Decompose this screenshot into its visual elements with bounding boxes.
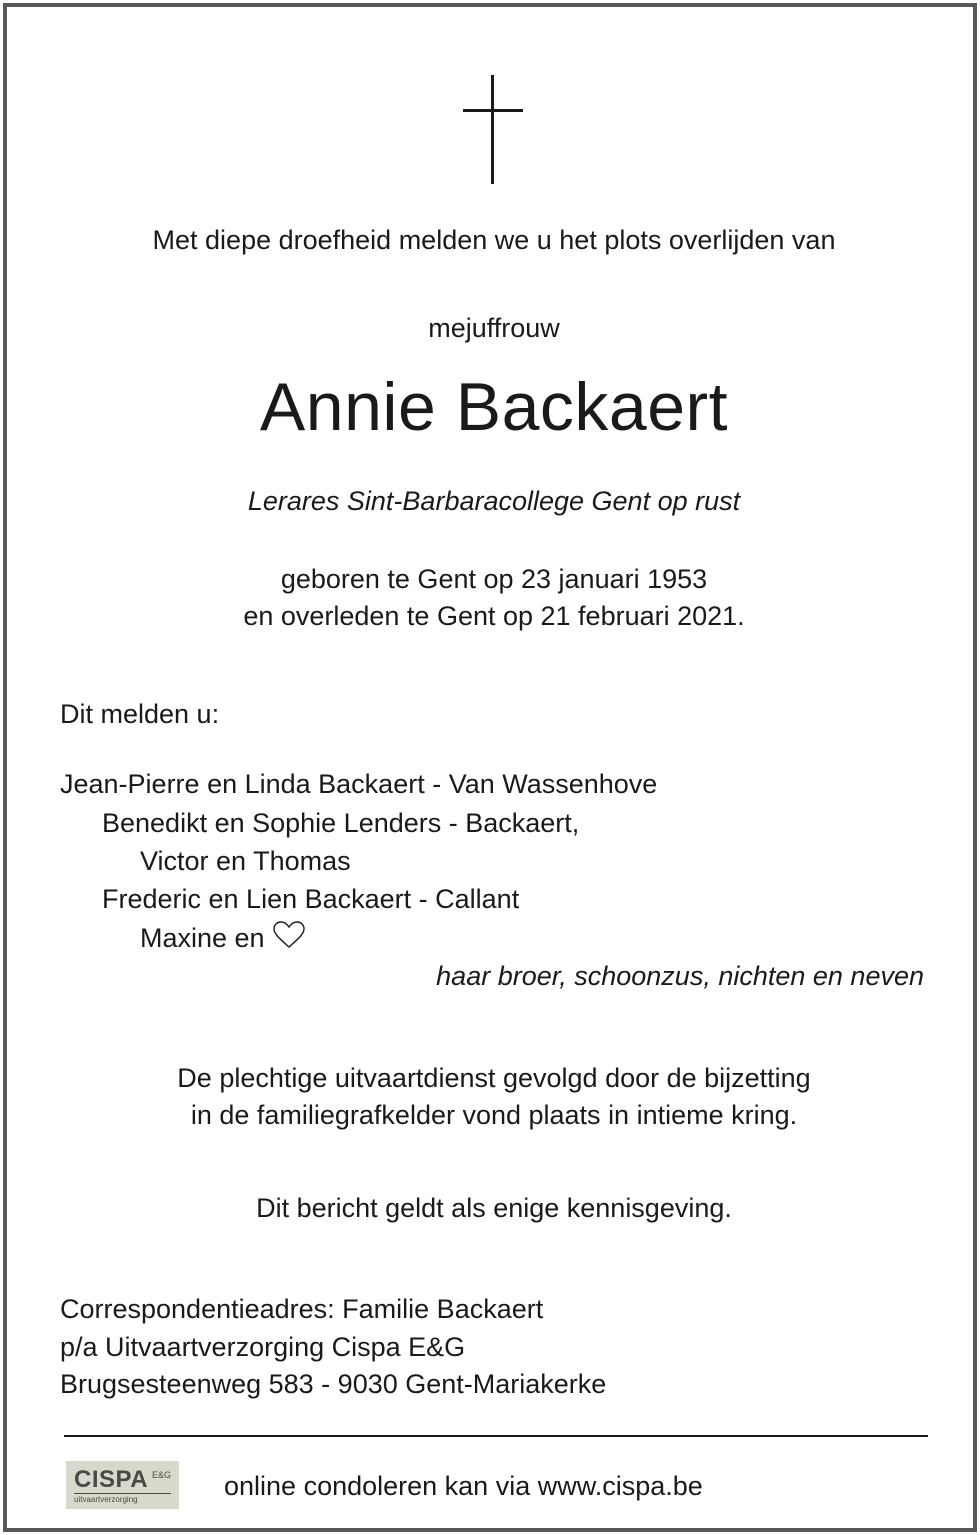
- cross-icon-bar: [463, 109, 523, 112]
- ceremony-line: De plechtige uitvaartdienst gevolgd door de bijzetting: [177, 1063, 811, 1093]
- deceased-name: Annie Backaert: [259, 369, 729, 445]
- family-line-maxine: [140, 919, 306, 957]
- occupation: Lerares Sint-Barbaracollege Gent op rust: [247, 486, 741, 516]
- cispa-logo: [66, 1461, 179, 1509]
- logo-wordmark: CISPA: [74, 1466, 149, 1493]
- divider: [64, 1435, 928, 1437]
- logo-superscript: E&G: [152, 1470, 172, 1480]
- announcers-label: Dit melden u:: [60, 699, 220, 729]
- notice-text: Dit bericht geldt als enige kennisgeving.: [256, 1193, 732, 1223]
- logo-rule: [74, 1493, 171, 1494]
- family-line: Frederic en Lien Backaert - Callant: [102, 884, 520, 914]
- family-line: Jean-Pierre en Linda Backaert - Van Wassenhove: [60, 769, 658, 799]
- ceremony-line: in de familiegrafkelder vond plaats in intieme kring.: [190, 1100, 798, 1130]
- birth-line: geboren te Gent op 23 januari 1953: [280, 564, 708, 594]
- death-line: en overleden te Gent op 21 februari 2021.: [243, 601, 745, 631]
- address-line: Correspondentieadres: Familie Backaert: [60, 1294, 544, 1324]
- heart-outline-icon: [272, 921, 306, 949]
- family-line: Benedikt en Sophie Lenders - Backaert,: [102, 808, 580, 838]
- cross-icon: [491, 75, 494, 184]
- salutation: mejuffrouw: [428, 313, 560, 343]
- relatives-text: haar broer, schoonzus, nichten en neven: [436, 961, 924, 991]
- address-line: Brugsesteenweg 583 - 9030 Gent-Mariakerke: [60, 1369, 607, 1399]
- family-line: Victor en Thomas: [140, 846, 351, 876]
- address-line: p/a Uitvaartverzorging Cispa E&G: [60, 1332, 466, 1362]
- logo-tagline: uitvaartverzorging: [74, 1495, 138, 1504]
- condolence-link-text[interactable]: online condoleren kan via www.cispa.be: [224, 1471, 703, 1501]
- family-line-text: Maxine en: [140, 923, 265, 953]
- intro-text: Met diepe droefheid melden we u het plots overlijden van: [152, 225, 836, 255]
- obituary-card: [3, 3, 977, 1532]
